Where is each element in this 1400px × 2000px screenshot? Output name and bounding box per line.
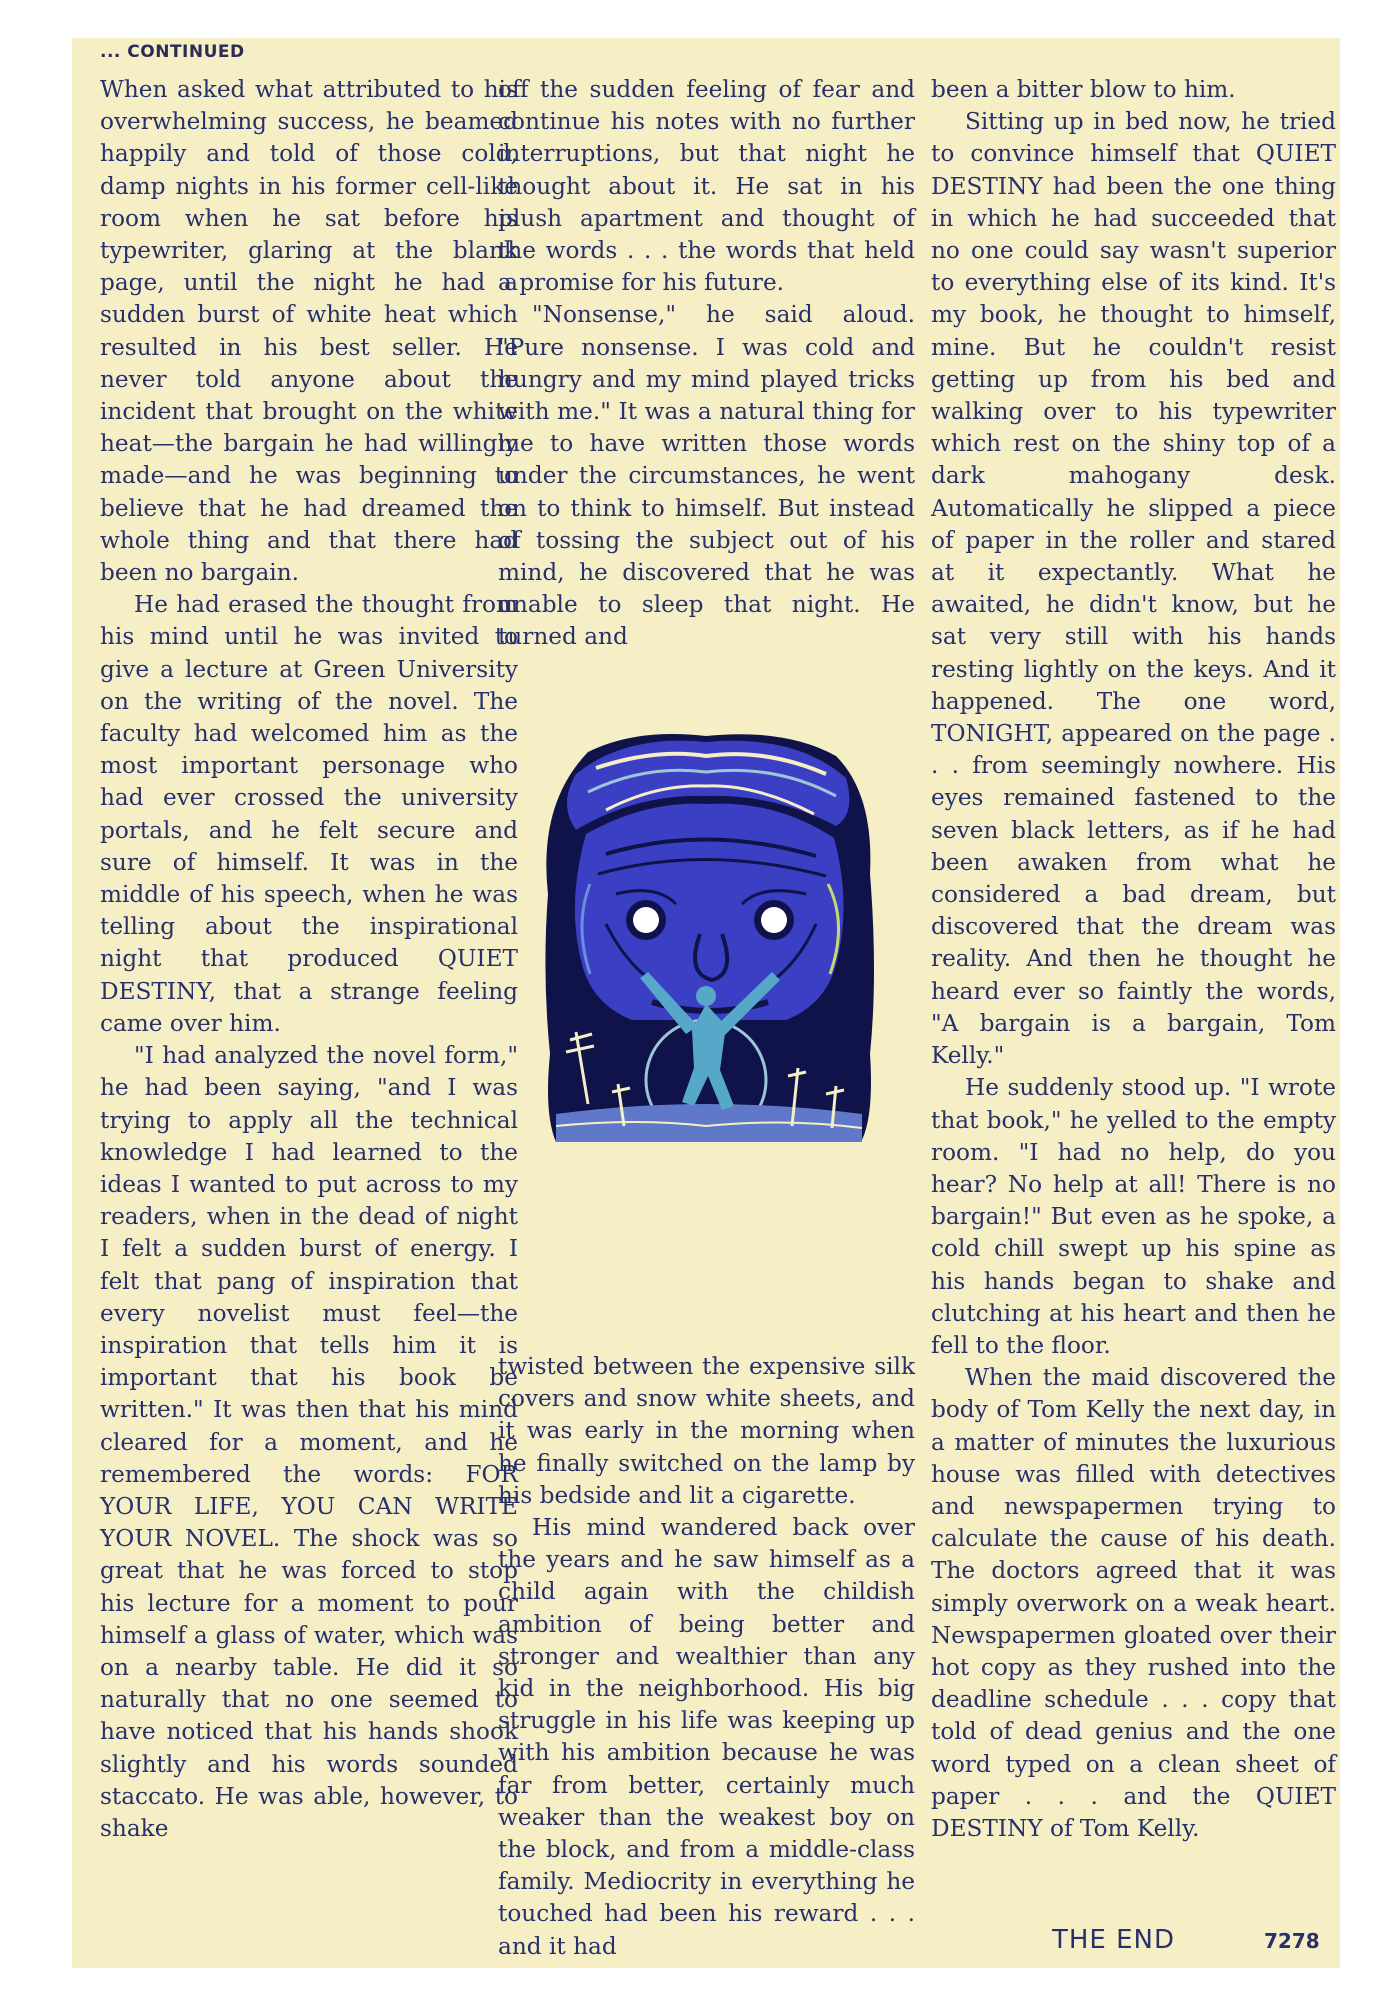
illustration-giant-face-over-running-man <box>536 734 879 1144</box>
paragraph: "Nonsense," he said aloud. "Pure nonsense. I was cold and hungry and my mind played tricks with me." It was a natural thing for me to have written those words under the circumstances, he went on to think to himself. But instead of tossing the subject out of his mind, he discovered that he was unable to sleep that night. He turned and <box>498 301 915 651</box>
the-end-label: THE END <box>1052 1925 1176 1955</box>
paragraph: His mind wandered back over the years and he saw himself as a child again with the childish ambition of being better and stronger and wealthier than any kid in the neighborhood. His big struggle in his life was keeping up with his ambition because he was far from better, certainly much weaker than the weakest boy on the block, and from a middle-class family. Mediocrity in everything he touched had been his reward . . . and it had <box>498 1514 915 1960</box>
text-column-1 <box>100 74 518 1845</box>
paragraph: He suddenly stood up. "I wrote that book," he yelled to the empty room. "I had no help, do you hear? No help at all! There is no bargain!" But even as he spoke, a cold chill swept up his spine as his hands began to shake and clutching at his heart and then he fell to the floor. <box>931 1074 1336 1359</box>
paragraph: When asked what attributed to his overwhelming success, he beamed happily and told of those cold, damp nights in his former cell-like room when he sat before his typewriter, glaring at the blank page, until the night he had a sudden burst of white heat which resulted in his best seller. He never told anyone about the incident that brought on the white heat—the bargain he had willingly made—and he was beginning to believe that he had dreamed the whole thing and that there had been no bargain. <box>100 76 518 587</box>
paragraph: twisted between the expensive silk covers and snow white sheets, and it was early in the morning when he finally switched on the lamp by his bedside and lit a cigarette. <box>498 1353 915 1509</box>
paragraph: Sitting up in bed now, he tried to convince himself that QUIET DESTINY had been the one thing in which he had succeeded that no one could say wasn't superior to everything else of its kind. It's my book, he thought to himself, mine. But he couldn't resist getting up from his bed and walking over to his typewriter which rest on the shiny top of a dark mahogany desk. Automatically he slipped a piece of paper in the roller and stared at it expectantly. What he awaited, he didn't know, but he sat very still with his hands resting lightly on the keys. And it happened. The one word, TONIGHT, appeared on the page . . . from seemingly nowhere. His eyes remained fastened to the seven black letters, as if he had been awaken from what he considered a bad dream, but discovered that the dream was reality. And then he thought he heard ever so faintly the words, "A bargain is a bargain, Tom Kelly." <box>931 108 1336 1070</box>
page-number: 7278 <box>1264 1929 1320 1953</box>
text-column-2 <box>498 74 915 1960</box>
paragraph: When the maid discovered the body of Tom Kelly the next day, in a matter of minutes the luxurious house was filled with detectives and newspapermen trying to calculate the cause of his death. The doctors agreed that it was simply overwork on a weak heart. Newspapermen gloated over their hot copy as they rushed into the deadline schedule . . . copy that told of dead genius and the one word typed on a clean sheet of paper . . . and the QUIET DESTINY of Tom Kelly. <box>931 1364 1336 1842</box>
paragraph: off the sudden feeling of fear and continue his notes with no further interruptions, but that night he thought about it. He sat in his plush apartment and thought of the words . . . the words that held a promise for his future. <box>498 76 915 297</box>
text-column-3 <box>931 74 1336 1845</box>
paragraph: "I had analyzed the novel form," he had been saying, "and I was trying to apply all the technical knowledge I had learned to the ideas I wanted to put across to my readers, when in the dead of night I felt a sudden burst of energy. I felt that pang of inspiration that every novelist must feel—the inspiration that tells him it is important that his book be written." It was then that his mind cleared for a moment, and he remembered the words: FOR YOUR LIFE, YOU CAN WRITE YOUR NOVEL. The shock was so great that he was forced to stop his lecture for a moment to pour himself a glass of water, which was on a nearby table. He did it so naturally that no one seemed to have noticed that his hands shook slightly and his words sounded staccato. He was able, however, to shake <box>100 1042 518 1842</box>
comic-text-page <box>72 38 1340 1968</box>
paragraph: been a bitter blow to him. <box>931 76 1236 103</box>
text-column-2-bottom <box>498 1351 915 1963</box>
continued-label: ... CONTINUED <box>100 42 245 62</box>
paragraph: He had erased the thought from his mind until he was invited to give a lecture at Green University on the writing of the novel. The faculty had welcomed him as the most important personage who had ever crossed the university portals, and he felt secure and sure of himself. It was in the middle of his speech, when he was telling about the inspirational night that produced QUIET DESTINY, that a strange feeling came over him. <box>100 591 518 1037</box>
